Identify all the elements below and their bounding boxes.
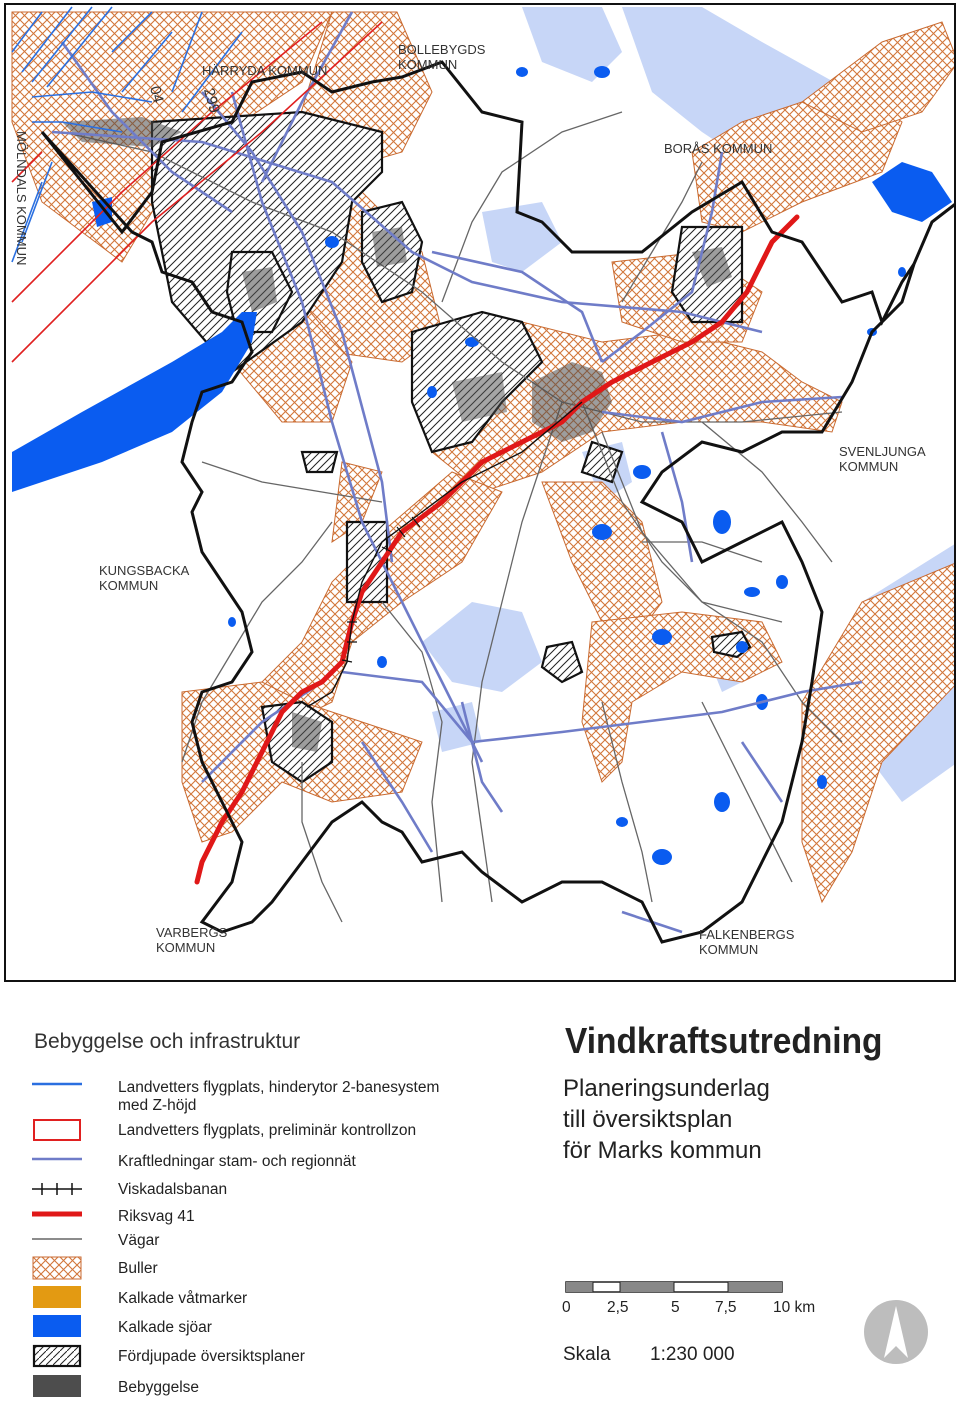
map-title: Vindkraftsutredning xyxy=(565,1020,883,1061)
legend-label: Kraftledningar stam- och regionnät xyxy=(118,1153,356,1170)
map-subtitle xyxy=(563,1073,770,1166)
legend-symbol-settlement xyxy=(32,1375,82,1401)
label-falkenberg: FALKENBERGS KOMMUN xyxy=(699,927,795,957)
legend-symbol-road xyxy=(32,1228,82,1254)
legend-label: Kalkade våtmarker xyxy=(118,1290,248,1307)
label-molndal: MÖLNDALS KOMMUN xyxy=(14,131,29,266)
scale-tick: 0 xyxy=(562,1299,571,1316)
scale-tick: 10 km xyxy=(773,1299,816,1316)
legend-item-riksvag xyxy=(32,1204,512,1230)
label-bollebygd: BOLLEBYGDS KOMMUN xyxy=(398,42,486,72)
legend-item-vatmarker xyxy=(32,1286,512,1312)
legend-item-hinderytor xyxy=(32,1075,512,1114)
legend-symbol-railway xyxy=(32,1177,82,1203)
north-arrow-icon xyxy=(862,1298,930,1366)
label-harryda: HÄRRYDA KOMMUN xyxy=(202,63,328,78)
legend-item-sjoar xyxy=(32,1315,512,1341)
legend-symbol-crosshatch xyxy=(32,1256,82,1282)
scale-tick: 5 xyxy=(671,1299,680,1316)
runway-label-04: 04 xyxy=(145,84,167,105)
scale-value: 1:230 000 xyxy=(650,1344,735,1365)
legend-item-bebyggelse xyxy=(32,1375,512,1401)
subtitle-line: Planeringsunderlag xyxy=(563,1075,770,1102)
legend-symbol-power-line xyxy=(32,1149,82,1175)
legend-item-oversiktsplaner xyxy=(32,1344,512,1370)
legend-item-buller xyxy=(32,1256,512,1282)
legend-label: Vägar xyxy=(118,1232,160,1249)
legend-label: Fördjupade översiktsplaner xyxy=(118,1348,305,1365)
label-varberg: VARBERGS KOMMUN xyxy=(156,925,228,955)
runway-label-299: 299 xyxy=(200,86,223,115)
subtitle-line: till översiktsplan xyxy=(563,1106,733,1133)
legend-label: Viskadalsbanan xyxy=(118,1181,228,1198)
legend-label: Kalkade sjöar xyxy=(118,1319,212,1336)
legend-symbol-diagonal-hatch xyxy=(32,1344,82,1370)
legend-label: Landvetters flygplats, preliminär kontrollzon xyxy=(118,1122,417,1139)
legend-symbol-red-rect xyxy=(32,1118,82,1144)
map-canvas[interactable] xyxy=(6,5,956,982)
scale-tick: 7,5 xyxy=(715,1299,737,1316)
legend-item-viskadalsbanan xyxy=(32,1177,512,1203)
legend-symbol-wetland xyxy=(32,1286,82,1312)
legend-item-kraftledningar xyxy=(32,1149,512,1175)
scale-bar xyxy=(565,1281,785,1295)
subtitle-line: för Marks kommun xyxy=(563,1137,762,1164)
label-boras: BORÅS KOMMUN xyxy=(664,141,773,156)
legend-title: Bebyggelse och infrastruktur xyxy=(34,1030,301,1053)
legend-item-vagar xyxy=(32,1228,512,1254)
legend-symbol-road41 xyxy=(32,1204,82,1230)
map-frame xyxy=(4,3,956,982)
legend-item-kontrollzon xyxy=(32,1118,512,1144)
legend-label: Bebyggelse xyxy=(118,1379,200,1396)
legend-symbol-blue-line xyxy=(32,1075,82,1101)
label-svenljunga: SVENLJUNGA KOMMUN xyxy=(839,444,926,474)
label-kungsbacka: KUNGSBACKA KOMMUN xyxy=(99,563,190,593)
legend-label: Landvetters flygplats, hinderytor 2-banesystem med Z-höjd xyxy=(118,1079,440,1114)
legend-symbol-lake xyxy=(32,1315,82,1341)
scale-tick: 2,5 xyxy=(607,1299,629,1316)
scale-label: Skala xyxy=(563,1344,611,1365)
legend-label: Buller xyxy=(118,1260,158,1277)
legend-label: Riksvag 41 xyxy=(118,1208,195,1225)
